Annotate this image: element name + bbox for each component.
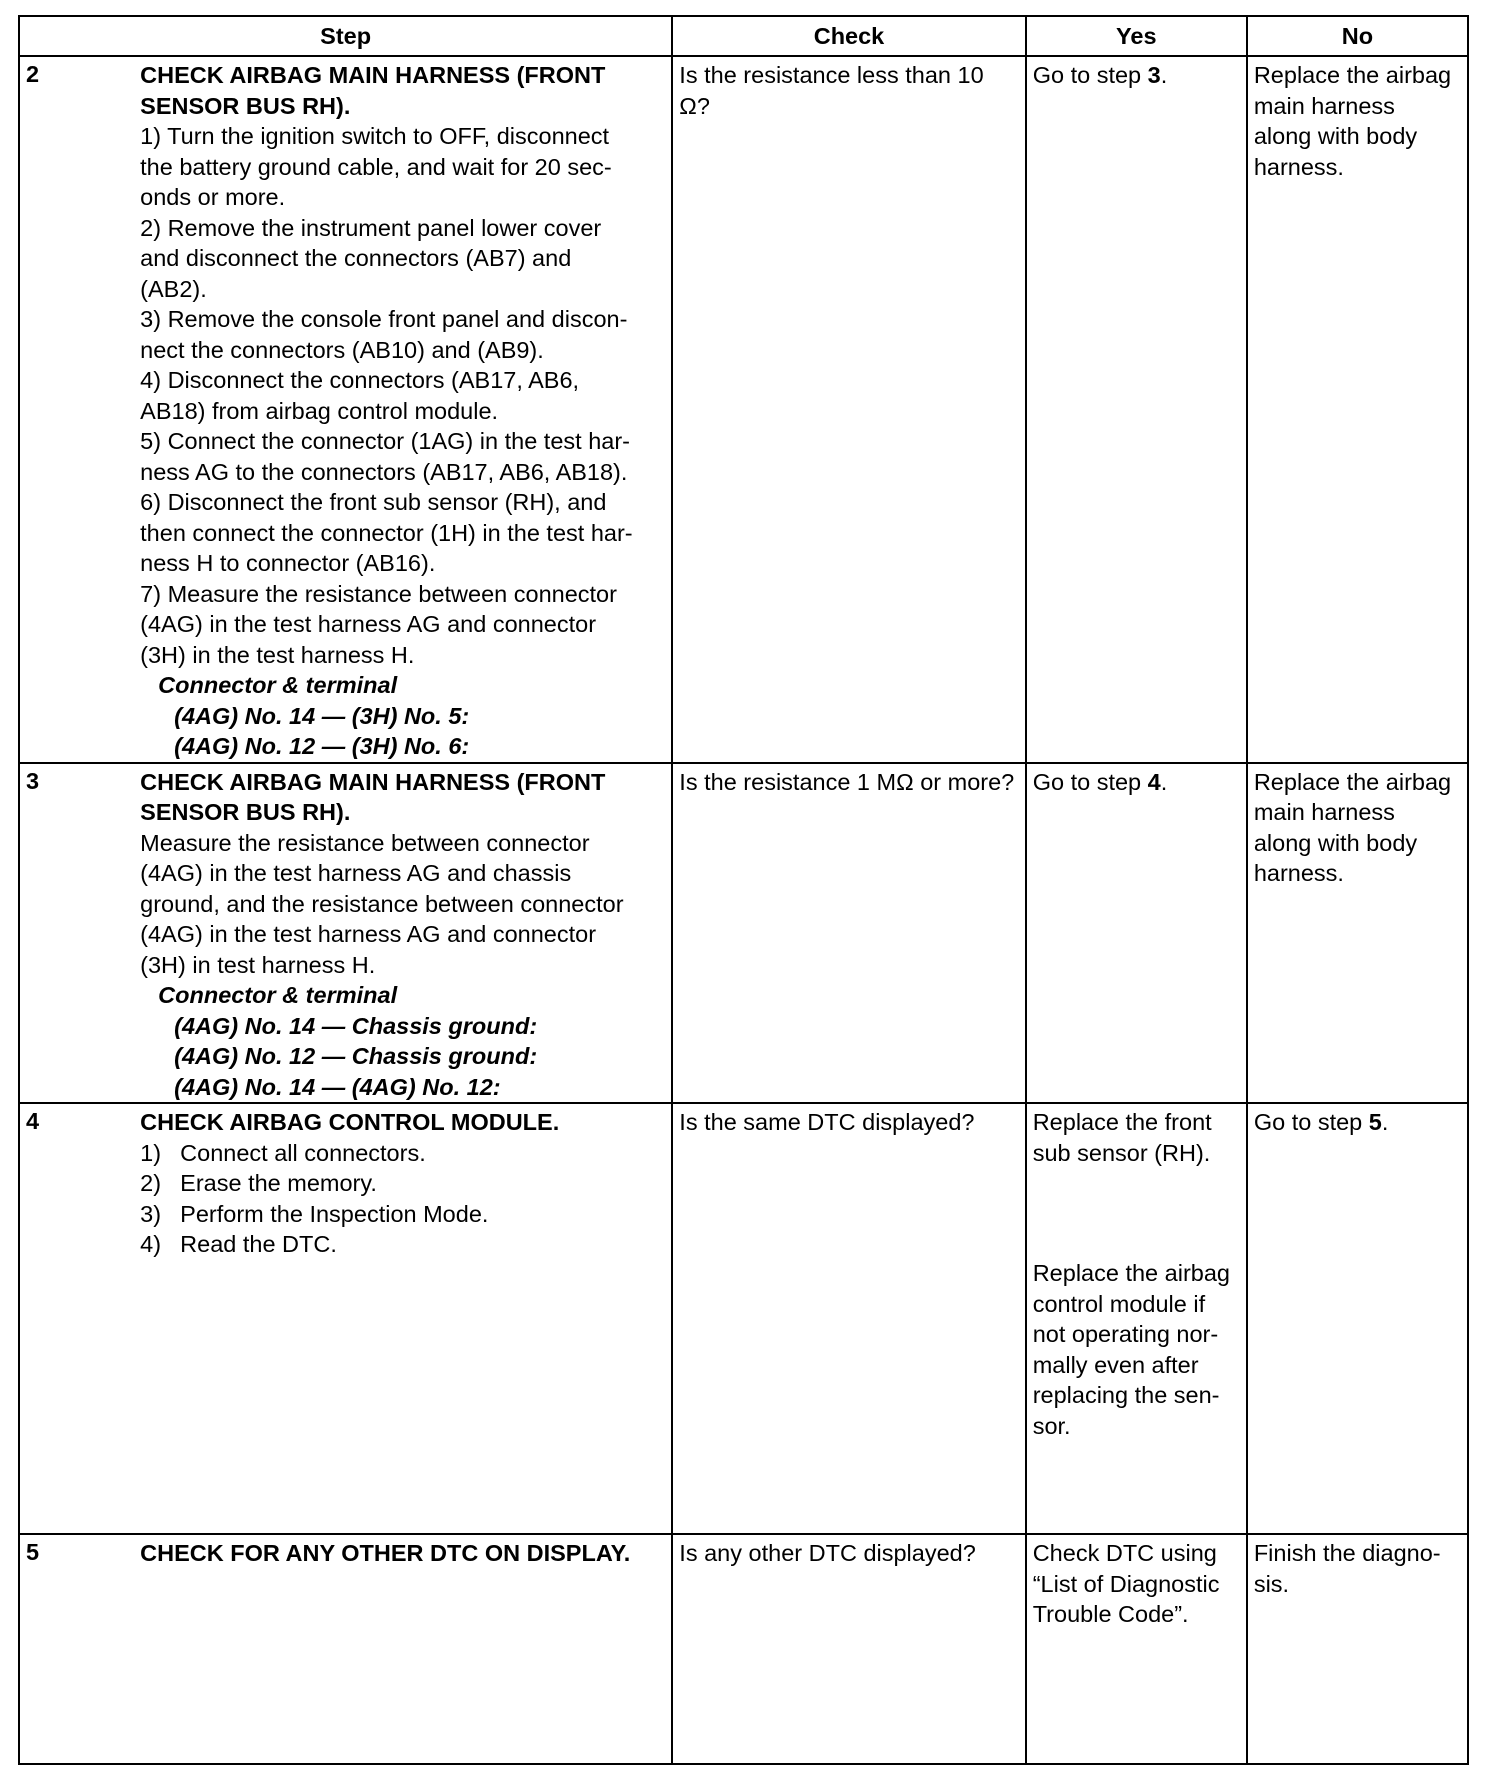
check-question: Is any other DTC displayed? <box>672 1534 1025 1764</box>
step-title: CHECK AIRBAG MAIN HARNESS (FRONT <box>140 62 606 88</box>
no-action <box>1247 763 1468 1104</box>
instruction-line: onds or more. <box>140 184 286 210</box>
spacer <box>1033 1168 1240 1198</box>
yes-action <box>1026 763 1247 1104</box>
no-action <box>1247 56 1468 763</box>
instruction-line: 2) Remove the instrument panel lower cover <box>140 214 602 241</box>
instruction-line: (AB2). <box>140 275 207 302</box>
instruction-line: Measure the resistance between connector <box>140 829 590 856</box>
no-step-number: 5 <box>1368 1109 1382 1135</box>
instruction-line: 6) Disconnect the front sub sensor (RH), and <box>140 489 607 515</box>
no-line: Replace the airbag <box>1253 62 1452 88</box>
no-text: Go to step <box>1253 1109 1369 1135</box>
terminal-heading: Connector & terminal <box>158 672 398 698</box>
yes-line: Replace the front <box>1032 1109 1212 1135</box>
check-question: Is the resistance 1 MΩ or more? <box>672 763 1025 1104</box>
instruction-line: 7) Measure the resistance between connector <box>140 580 617 607</box>
no-line: harness. <box>1253 860 1344 886</box>
table-row <box>19 1534 1468 1764</box>
table-row <box>19 763 1468 1104</box>
yes-line: “List of Diagnostic <box>1032 1570 1220 1597</box>
instruction-line: ground, and the resistance between connector <box>140 890 624 917</box>
instruction-line <box>140 1138 665 1169</box>
instruction-line <box>140 1229 665 1260</box>
yes-text: Go to step <box>1032 768 1148 795</box>
no-suffix: . <box>1381 1109 1389 1135</box>
step-number: 5 <box>19 1534 140 1764</box>
instruction-line: ness H to connector (AB16). <box>140 550 436 576</box>
yes-line: control module if <box>1032 1290 1206 1317</box>
instruction-line: AB18) from airbag control module. <box>140 397 499 424</box>
diagnostic-table <box>18 15 1469 1765</box>
yes-step-number: 4 <box>1147 768 1161 795</box>
header-yes: Yes <box>1026 16 1247 56</box>
step-title: CHECK FOR ANY OTHER DTC ON DISPLAY. <box>140 1540 631 1566</box>
yes-suffix: . <box>1160 768 1168 795</box>
yes-line: Check DTC using <box>1032 1540 1217 1566</box>
step-index: 4) <box>140 1231 162 1257</box>
instruction-line: the battery ground cable, and wait for 20 sec- <box>140 153 612 180</box>
no-line: along with body <box>1253 829 1418 856</box>
step-text: Connect all connectors. <box>180 1139 426 1166</box>
step-title: SENSOR BUS RH). <box>140 92 351 119</box>
step-number: 4 <box>19 1103 140 1534</box>
yes-suffix: . <box>1160 62 1168 88</box>
header-step: Step <box>19 16 672 56</box>
step-text: Erase the memory. <box>180 1170 377 1196</box>
instruction-line: (3H) in the test harness H. <box>140 641 415 668</box>
check-question: Is the same DTC displayed? <box>672 1103 1025 1534</box>
step-index: 1) <box>140 1139 162 1166</box>
step-index: 2) <box>140 1170 162 1196</box>
no-line: Finish the diagno- <box>1253 1540 1441 1566</box>
terminal-heading: Connector & terminal <box>158 982 398 1008</box>
spacer <box>1033 1198 1240 1228</box>
step-title: SENSOR BUS RH). <box>140 799 351 825</box>
header-no: No <box>1247 16 1468 56</box>
yes-line: not operating nor- <box>1032 1321 1219 1347</box>
step-description <box>140 1534 672 1764</box>
instruction-line: and disconnect the connectors (AB7) and <box>140 245 572 271</box>
step-text: Perform the Inspection Mode. <box>180 1200 489 1227</box>
instruction-line: (3H) in test harness H. <box>140 951 376 978</box>
terminal-spec: (4AG) No. 14 — (3H) No. 5: <box>174 702 470 729</box>
instruction-line: (4AG) in the test harness AG and chassis <box>140 860 572 886</box>
step-title: CHECK AIRBAG MAIN HARNESS (FRONT <box>140 768 606 795</box>
no-line: Replace the airbag <box>1253 768 1452 795</box>
yes-text: Go to step <box>1032 62 1148 88</box>
step-description <box>140 56 672 763</box>
step-description <box>140 763 672 1104</box>
no-line: sis. <box>1253 1570 1290 1597</box>
step-text: Read the DTC. <box>180 1231 337 1257</box>
yes-line: Replace the airbag <box>1032 1260 1230 1286</box>
instruction-line: ness AG to the connectors (AB17, AB6, AB18). <box>140 458 628 485</box>
instruction-line: (4AG) in the test harness AG and connector <box>140 921 597 947</box>
table-row <box>19 1103 1468 1534</box>
yes-line: replacing the sen- <box>1032 1382 1220 1408</box>
yes-action <box>1026 1534 1247 1764</box>
step-description <box>140 1103 672 1534</box>
header-check: Check <box>672 16 1025 56</box>
no-action <box>1247 1103 1468 1534</box>
instruction-line: then connect the connector (1H) in the test har- <box>140 519 633 546</box>
step-number: 3 <box>19 763 140 1104</box>
step-title: CHECK AIRBAG CONTROL MODULE. <box>140 1109 560 1135</box>
yes-line: Trouble Code”. <box>1032 1601 1189 1627</box>
instruction-line: 5) Connect the connector (1AG) in the test har- <box>140 428 630 454</box>
no-action <box>1247 1534 1468 1764</box>
yes-line: mally even after <box>1032 1351 1199 1378</box>
step-number: 2 <box>19 56 140 763</box>
no-line: harness. <box>1253 153 1344 180</box>
instruction-line: 3) Remove the console front panel and discon- <box>140 306 628 332</box>
yes-action <box>1026 1103 1247 1534</box>
terminal-spec: (4AG) No. 12 — Chassis ground: <box>174 1043 538 1069</box>
check-question: Is the resistance less than 10 Ω? <box>672 56 1025 763</box>
yes-line: sub sensor (RH). <box>1032 1139 1211 1166</box>
no-line: main harness <box>1253 799 1395 825</box>
terminal-spec: (4AG) No. 14 — Chassis ground: <box>174 1012 538 1039</box>
yes-line: sor. <box>1032 1412 1071 1439</box>
terminal-spec: (4AG) No. 14 — (4AG) No. 12: <box>174 1073 501 1100</box>
instruction-line: nect the connectors (AB10) and (AB9). <box>140 336 544 363</box>
spacer <box>1033 1228 1240 1258</box>
no-line: along with body <box>1253 123 1418 149</box>
table-row <box>19 56 1468 763</box>
terminal-spec: (4AG) No. 12 — (3H) No. 6: <box>174 733 470 759</box>
instruction-line: 1) Turn the ignition switch to OFF, disconnect <box>140 123 610 149</box>
yes-step-number: 3 <box>1147 62 1161 88</box>
instruction-line: (4AG) in the test harness AG and connector <box>140 611 597 637</box>
instruction-line <box>140 1199 665 1230</box>
no-line: main harness <box>1253 92 1395 119</box>
instruction-line: 4) Disconnect the connectors (AB17, AB6, <box>140 367 580 393</box>
step-index: 3) <box>140 1200 162 1227</box>
instruction-line <box>140 1168 665 1199</box>
header-row <box>19 16 1468 56</box>
yes-action <box>1026 56 1247 763</box>
